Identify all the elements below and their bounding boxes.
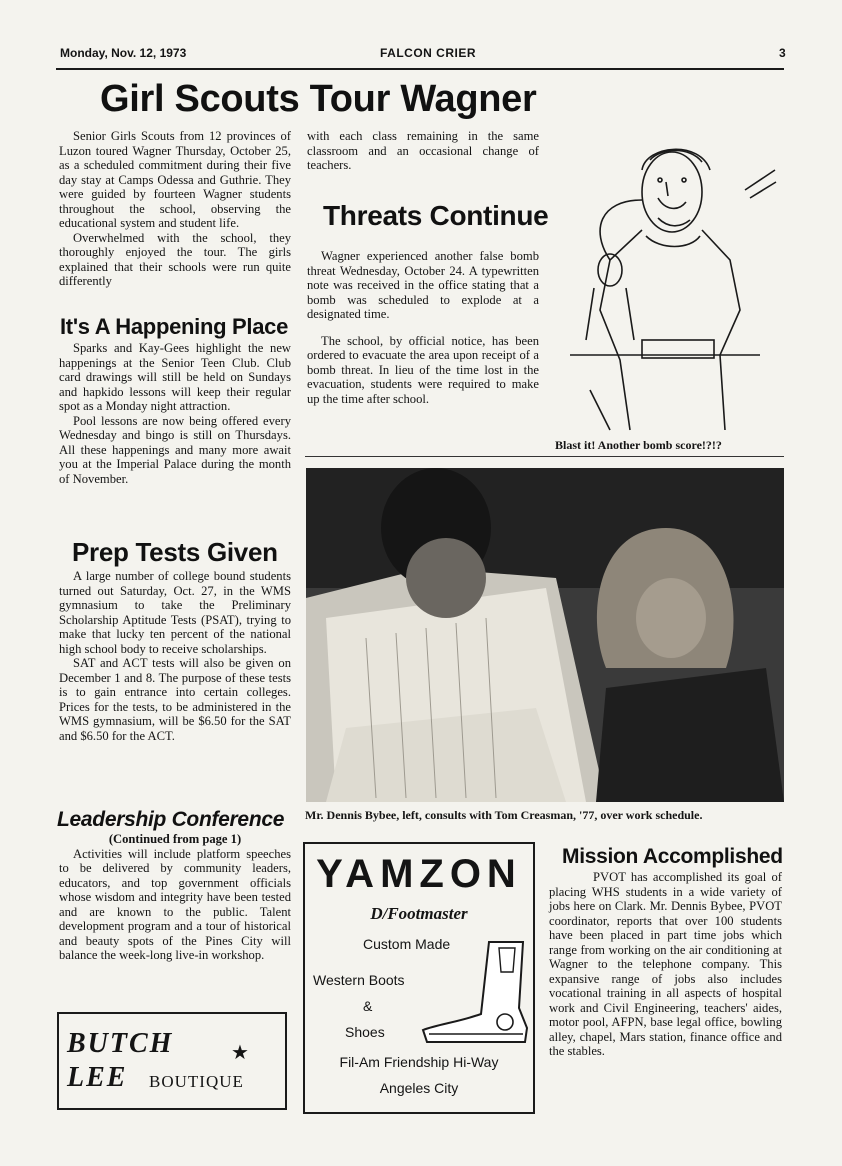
footmaster-script: D/Footmaster [370, 904, 468, 923]
cartoon-caption: Blast it! Another bomb score!?!? [555, 438, 722, 452]
mission-headline: Mission Accomplished [562, 845, 783, 868]
highway-address: Fil-Am Friendship Hi-Way [339, 1054, 499, 1070]
issue-date: Monday, Nov. 12, 1973 [60, 46, 187, 60]
continued-note: (Continued from page 1) [108, 832, 242, 846]
page-number: 3 [779, 46, 786, 60]
bomb-cartoon [550, 140, 782, 432]
happening-headline: It's A Happening Place [60, 314, 289, 339]
shoes-label: Shoes [345, 1024, 385, 1040]
yamzon-ad [303, 842, 535, 1114]
cartoon-divider [305, 456, 784, 457]
header-rule [56, 68, 784, 70]
girl-scouts-continued-text: with each class remaining in the same classroom and an occasional change of teachers. [307, 129, 539, 172]
leadership-p1: Activities will include platform speeches to be delivered by community leaders, educators, and top government officials whose wisdom and integrity have been tested and are known to the public. Talent development program and a tour of historical and beauty spots of the Pines City will balance the week-long live-in workshop. [59, 846, 291, 962]
butch-lee-ad [57, 1012, 287, 1110]
prep-tests-headline: Prep Tests Given [72, 537, 278, 567]
boot-icon [419, 938, 529, 1048]
girl-scouts-body [59, 129, 291, 289]
photo-bybee-creasman [306, 468, 784, 802]
girl-scouts-p1: Senior Girls Scouts from 12 provinces of Luzon toured Wagner Thursday, October 25, as a scheduled commitment during their five day stay at Camps Odessa and Guthrie. They were guided by fourteen Wagner students throughout the school, observing the educational system and student life. [59, 129, 291, 230]
ampersand: & [363, 998, 373, 1014]
mission-p1: PVOT has accomplished its goal of placing WHS students in a wide variety of jobs here on Clark. Mr. Dennis Bybee, PVOT coordinator, reports that over 100 students have been placed in part time jobs which range from working on the air conditioning at Wagner to the telephone company. This expansive range of jobs also includes vocational training in all aspects of hospital work and Civil Engineering, teachers' aides, motor pool, AFPN, base legal office, bowling alley, chapel, Mars station, finance office and the stables. [549, 870, 782, 1058]
star-icon: ★ [231, 1042, 249, 1064]
prep-tests-body [59, 569, 291, 743]
paper-name: FALCON CRIER [380, 46, 476, 60]
photo-image [306, 468, 784, 802]
yamzon-brand: YAMZON [316, 852, 522, 896]
happening-p1: Sparks and Kay-Gees highlight the new happenings at the Senior Teen Club. Club card drawings will still be held on Sundays and hapkido lessons will keep their regular spot as a Monday night attraction. [59, 341, 291, 413]
threats-p2: The school, by official notice, has been ordered to evacuate the area upon receipt of a bomb threat. In lieu of the time lost in the evacuation, students were required to make up the time after school. [307, 333, 539, 406]
custom-made: Custom Made [363, 936, 451, 952]
leadership-body [59, 832, 291, 963]
prep-tests-p2: SAT and ACT tests will also be given on December 1 and 8. The purpose of these tests is to gain entrance into certain colleges. Prices for the tests, to be administered in the WMS gymnasium, will be $6.50 for the SAT and $6.50 for the ACT. [59, 656, 291, 743]
butch-lee-line2: LEE [67, 1062, 128, 1093]
happening-body [59, 341, 291, 486]
main-headline: Girl Scouts Tour Wagner [100, 78, 537, 120]
leadership-headline: Leadership Conference [57, 808, 285, 831]
boutique-label: BOUTIQUE [149, 1072, 244, 1091]
mission-body [549, 870, 782, 1059]
happening-p2: Pool lessons are now being offered every Wednesday and bingo is still on Thursdays. All these happenings and many more await you at the Imperial Palace during the month of November. [59, 413, 291, 486]
threats-body [307, 249, 539, 406]
western-boots: Western Boots [313, 972, 405, 988]
girl-scouts-p2: Overwhelmed with the school, they thoroughly enjoyed the tour. The girls explained that their schools were run quite differently [59, 230, 291, 288]
photo-caption: Mr. Dennis Bybee, left, consults with Tom Creasman, '77, over work schedule. [305, 808, 703, 822]
cartoon-drawing [550, 140, 782, 432]
threats-headline: Threats Continue [323, 200, 549, 231]
prep-tests-p1: A large number of college bound students turned out Saturday, Oct. 27, in the WMS gymnasium to take the Preliminary Scholarship Aptitude Tests (PSAT), trying to make that lucky ten percent of the national high school body to receive scholarships. [59, 569, 291, 656]
angeles-city: Angeles City [379, 1080, 459, 1096]
threats-p1: Wagner experienced another false bomb threat Wednesday, October 24. A typewritten note was received in the office stating that a bomb was scheduled to explode at a designated time. [307, 249, 539, 321]
butch-lee-line1: BUTCH [67, 1028, 174, 1059]
girl-scouts-continued [307, 129, 539, 173]
